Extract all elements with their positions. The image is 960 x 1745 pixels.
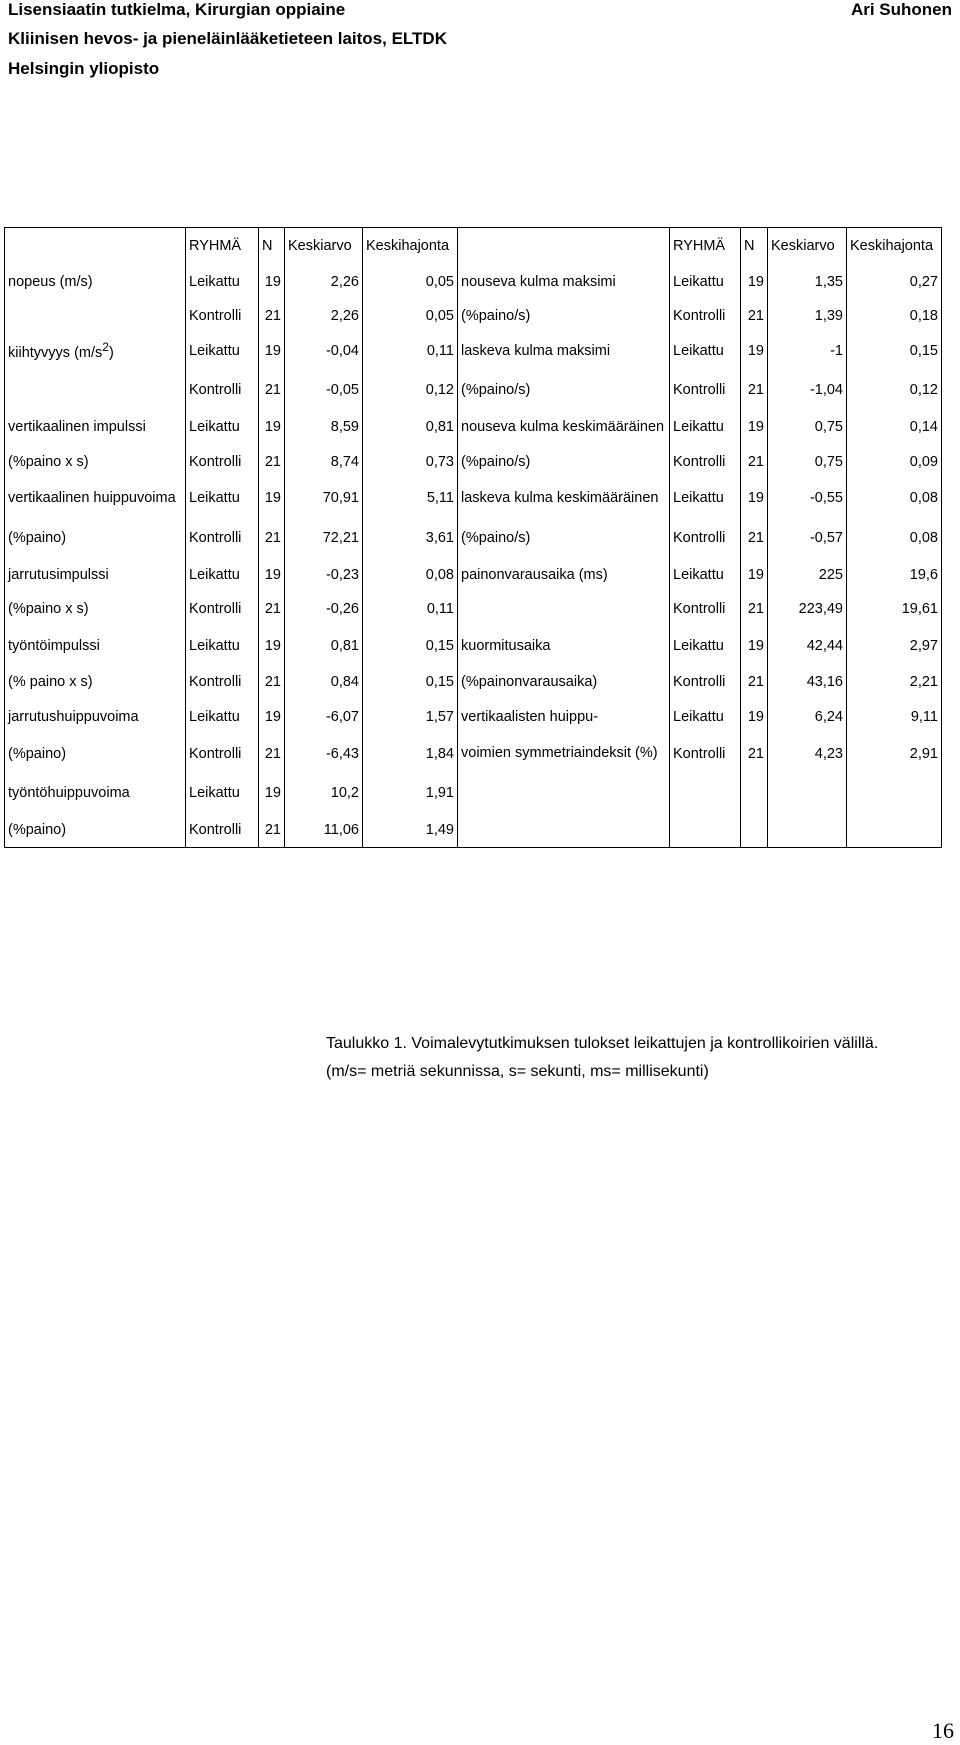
table-cell: Leikattu [186,699,259,734]
table-cell: 2,26 [285,264,363,300]
table-cell: 11,06 [285,812,363,848]
results-table [4,227,942,848]
table-row [5,517,942,558]
table-row [5,664,942,699]
table-cell: -0,23 [285,558,363,591]
table-cell: 0,11 [363,331,458,370]
table-cell [670,812,741,848]
table-cell: 0,11 [363,591,458,627]
table-cell: 70,91 [285,479,363,517]
table-cell: Leikattu [186,558,259,591]
table-cell: 223,49 [768,591,847,627]
table-row [5,331,942,370]
university: Helsingin yliopisto [8,59,160,78]
table-cell: 3,61 [363,517,458,558]
table-cell: 10,2 [285,773,363,812]
table-cell: 21 [741,517,768,558]
table-cell: 19 [741,699,768,734]
table-cell: laskeva kulma keskimääräinen [458,479,670,517]
table-cell: 2,21 [847,664,942,699]
table-cell: 19 [741,331,768,370]
page-number: 16 [932,1718,954,1743]
table-cell: Kontrolli [186,444,259,479]
table-cell: (%paino/s) [458,370,670,410]
table-cell: 19 [259,773,285,812]
table-cell: (%paino) [8,821,67,838]
table-cell: 1,84 [363,734,458,773]
table-cell: (%paino x s) [8,601,89,617]
table-cell: 6,24 [768,699,847,734]
table-cell: painonvarausaika (ms) [458,558,670,591]
table-cell: -1 [768,331,847,370]
table-cell: 21 [741,370,768,410]
table-cell: työntöhuippuvoima [8,784,130,801]
table-cell: 19,61 [847,591,942,627]
table-cell: -0,26 [285,591,363,627]
table-cell: Leikattu [670,699,741,734]
department: Kliinisen hevos- ja pieneläinlääketieteen laitos, ELTDK [8,29,447,48]
table-cell: 2,26 [285,300,363,331]
table-cell: (%paino x s) [8,453,89,470]
table-cell: 19 [259,699,285,734]
table-row [5,591,942,627]
table-cell: 2,91 [847,734,942,773]
table-cell: 19 [741,558,768,591]
table-cell: nouseva kulma keskimääräinen [458,410,670,444]
table-cell: 0,05 [363,264,458,300]
table-cell: 0,05 [363,300,458,331]
table-cell: Leikattu [186,773,259,812]
table-cell: 43,16 [768,664,847,699]
table-cell: 19 [259,410,285,444]
table-cell: Kontrolli [670,370,741,410]
table-cell: 1,49 [363,812,458,848]
table-cell: (% paino x s) [8,673,93,690]
table-cell: (%paino) [8,745,67,762]
table-cell: 19 [259,479,285,517]
table-cell: 42,44 [768,627,847,664]
table-cell: Leikattu [186,479,259,517]
table-cell: 72,21 [285,517,363,558]
table-row [5,370,942,410]
table-cell: (%paino/s) [458,517,670,558]
table-row [5,773,942,812]
table-cell: Kontrolli [670,664,741,699]
table-cell: voimien symmetriaindeksit (%) [458,734,670,773]
table-cell: työntöimpulssi [8,637,100,654]
table-row [5,479,942,517]
table-cell: -6,43 [285,734,363,773]
table-cell: Leikattu [670,479,741,517]
table-cell: Kontrolli [186,300,259,331]
header-cell: RYHMÄ [670,228,741,265]
header-cell-empty [5,228,186,265]
table-cell: Kontrolli [186,664,259,699]
table-cell [5,300,186,331]
table-cell [768,812,847,848]
table-cell: 5,11 [363,479,458,517]
table-cell: 19 [741,479,768,517]
table-cell: Kontrolli [670,444,741,479]
header-cell: Keskihajonta [847,228,942,265]
table-cell: 21 [741,300,768,331]
table-row [5,410,942,444]
table-cell: 0,27 [847,264,942,300]
table-cell: 225 [768,558,847,591]
table-cell: -0,57 [768,517,847,558]
table-row [5,699,942,734]
table-cell: -0,04 [285,331,363,370]
table-cell: vertikaalisten huippu- [458,699,670,734]
table-cell: Kontrolli [186,591,259,627]
table-cell: (%paino/s) [458,444,670,479]
table-cell: 9,11 [847,699,942,734]
table-cell [5,370,186,410]
table-cell: Leikattu [670,627,741,664]
table-cell: Leikattu [186,331,259,370]
table-cell: 8,59 [285,410,363,444]
table-cell: 21 [741,591,768,627]
header-cell: Keskiarvo [285,228,363,265]
cell-text: ) [108,344,114,361]
table-cell: 21 [259,517,285,558]
table-cell: 0,14 [847,410,942,444]
table-cell: 0,12 [847,370,942,410]
cell-text: kiihtyvyys (m/s [8,344,103,361]
table-cell: (%paino) [8,529,67,546]
table-cell: 0,08 [363,558,458,591]
table-cell: jarrutusimpulssi [8,566,109,583]
table-cell [458,591,670,627]
table-cell: 21 [259,370,285,410]
table-cell: 1,35 [768,264,847,300]
table-cell: 0,15 [363,664,458,699]
table-cell: 21 [259,812,285,848]
table-cell: 21 [259,444,285,479]
header-cell: RYHMÄ [186,228,259,265]
thesis-title: Lisensiaatin tutkielma, Kirurgian oppiaine [8,0,346,19]
table-cell: 4,23 [768,734,847,773]
table-cell: Leikattu [186,410,259,444]
table-cell: Kontrolli [186,812,259,848]
table-cell: -6,07 [285,699,363,734]
table-cell [768,773,847,812]
table-cell: Kontrolli [670,300,741,331]
header-cell-empty [458,228,670,265]
table-cell [670,773,741,812]
table-row [5,300,942,331]
table-cell: jarrutushuippuvoima [8,708,139,725]
table-cell: 19 [741,410,768,444]
table-row [5,812,942,848]
table-cell: 19 [741,264,768,300]
table-cell: 2,97 [847,627,942,664]
table-cell: 0,08 [847,517,942,558]
table-cell: nopeus (m/s) [8,274,93,290]
table-cell: Kontrolli [186,517,259,558]
table-cell: 0,18 [847,300,942,331]
table-cell: 8,74 [285,444,363,479]
table-cell: 19 [259,558,285,591]
table-cell: 1,57 [363,699,458,734]
table-cell [847,812,942,848]
table-cell: 0,08 [847,479,942,517]
table-cell: kuormitusaika [458,627,670,664]
table-cell: Leikattu [670,558,741,591]
table-cell: Kontrolli [186,734,259,773]
table-cell: -0,05 [285,370,363,410]
table-cell: laskeva kulma maksimi [458,331,670,370]
table-cell: 0,84 [285,664,363,699]
table-cell: 0,75 [768,444,847,479]
table-cell: 19 [259,331,285,370]
table-cell: 21 [259,300,285,331]
table-cell: vertikaalinen huippuvoima [8,489,176,506]
table-row [5,734,942,773]
table-cell: 21 [741,734,768,773]
table-cell: 21 [741,664,768,699]
table-cell [5,331,186,370]
header-cell: N [741,228,768,265]
table-cell: Leikattu [670,410,741,444]
table-cell: 19 [741,627,768,664]
table-cell: 0,81 [363,410,458,444]
table-cell [741,812,768,848]
table-cell [458,773,670,812]
table-cell: nouseva kulma maksimi [458,264,670,300]
table-caption-note: (m/s= metriä sekunnissa, s= sekunti, ms= millisekunti) [326,1063,709,1080]
table-cell: Kontrolli [670,517,741,558]
table-cell: 0,73 [363,444,458,479]
header-cell: N [259,228,285,265]
table-cell: 1,39 [768,300,847,331]
table-cell: Kontrolli [670,734,741,773]
header-cell: Keskiarvo [768,228,847,265]
table-cell: Leikattu [186,264,259,300]
table-cell: 0,12 [363,370,458,410]
table-cell: 21 [259,591,285,627]
table-cell: vertikaalinen impulssi [8,419,146,435]
superscript: 2 [102,340,109,355]
table-cell: Leikattu [670,264,741,300]
table-cell: 0,81 [285,627,363,664]
table-cell: 19,6 [847,558,942,591]
table-cell: Leikattu [186,627,259,664]
table-cell: (%painonvarausaika) [458,664,670,699]
table-cell: 0,75 [768,410,847,444]
table-cell: 1,91 [363,773,458,812]
table-cell: Leikattu [670,331,741,370]
table-row [5,558,942,591]
table-cell: 0,09 [847,444,942,479]
table-cell: Kontrolli [186,370,259,410]
table-cell: 0,15 [363,627,458,664]
table-cell [458,812,670,848]
table-cell: 21 [741,444,768,479]
table-row [5,444,942,479]
table-cell: (%paino/s) [458,300,670,331]
table-caption: Taulukko 1. Voimalevytutkimuksen tulokset leikattujen ja kontrollikoirien välillä. [326,1035,879,1052]
table-row [5,627,942,664]
table-cell: 21 [259,664,285,699]
table-cell: 19 [259,264,285,300]
table-cell [741,773,768,812]
table-cell: -1,04 [768,370,847,410]
table-row [5,264,942,300]
table-cell: 21 [259,734,285,773]
table-cell: Kontrolli [670,591,741,627]
header-cell: Keskihajonta [363,228,458,265]
table-cell: 0,15 [847,331,942,370]
table-header-row [5,228,942,265]
author-name: Ari Suhonen [850,0,952,19]
table-cell [847,773,942,812]
table-cell: -0,55 [768,479,847,517]
table-cell: 19 [259,627,285,664]
